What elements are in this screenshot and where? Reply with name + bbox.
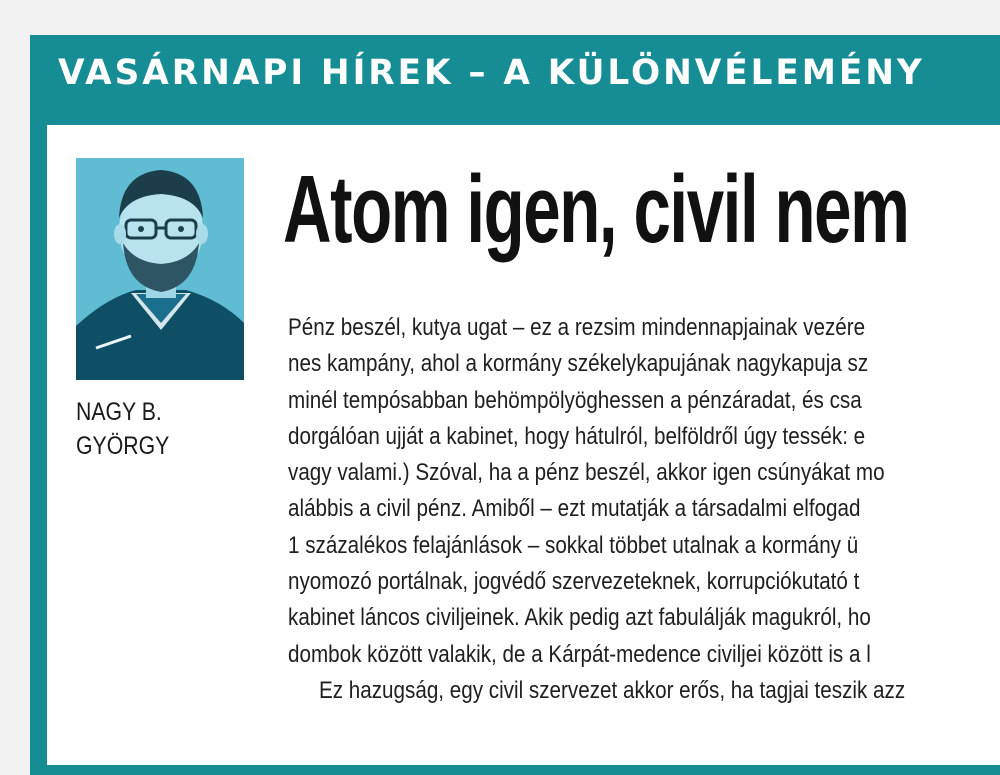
article-line: nyomozó portálnak, jogvédő szervezeteknek, korrupciókutató t xyxy=(288,568,860,596)
author-photo xyxy=(76,158,244,380)
author-name-line1: NAGY B. xyxy=(76,398,162,426)
article-headline: Atom igen, civil nem xyxy=(283,156,909,263)
article-line: dorgálóan ujját a kabinet, hogy hátulról, belföldről úgy tessék: e xyxy=(288,422,866,450)
author-portrait-illustration xyxy=(76,158,244,380)
article-line: vagy valami.) Szóval, ha a pénz beszél, akkor igen csúnyákat mo xyxy=(288,459,885,487)
article-line: dombok között valakik, de a Kárpát-medence civiljei között is a l xyxy=(288,640,871,668)
section-banner xyxy=(30,35,1000,125)
article-line: alábbis a civil pénz. Amiből – ezt mutatják a társadalmi elfogad xyxy=(288,495,861,523)
article-line: Ez hazugság, egy civil szervezet akkor erős, ha tagjai teszik azz xyxy=(318,676,906,704)
article-line: 1 százalékos felajánlások – sokkal többet utalnak a kormány ü xyxy=(288,531,859,559)
author-byline xyxy=(76,395,169,463)
article-body xyxy=(288,310,1000,709)
article-line: Pénz beszél, kutya ugat – ez a rezsim mindennapjainak vezére xyxy=(288,314,866,341)
article-line: nes kampány, ahol a kormány székelykapujának nagykapuja sz xyxy=(288,350,869,378)
section-title: VASÁRNAPI HÍREK – A KÜLÖNVÉLEMÉNY xyxy=(58,53,925,93)
author-name-line2: GYÖRGY xyxy=(76,432,170,460)
article-line: minél tempósabban behömpölyöghessen a pénzáradat, és csa xyxy=(288,386,862,414)
article-panel xyxy=(47,125,1000,765)
article-line: kabinet láncos civiljeinek. Akik pedig azt fabulálják magukról, ho xyxy=(288,604,871,632)
